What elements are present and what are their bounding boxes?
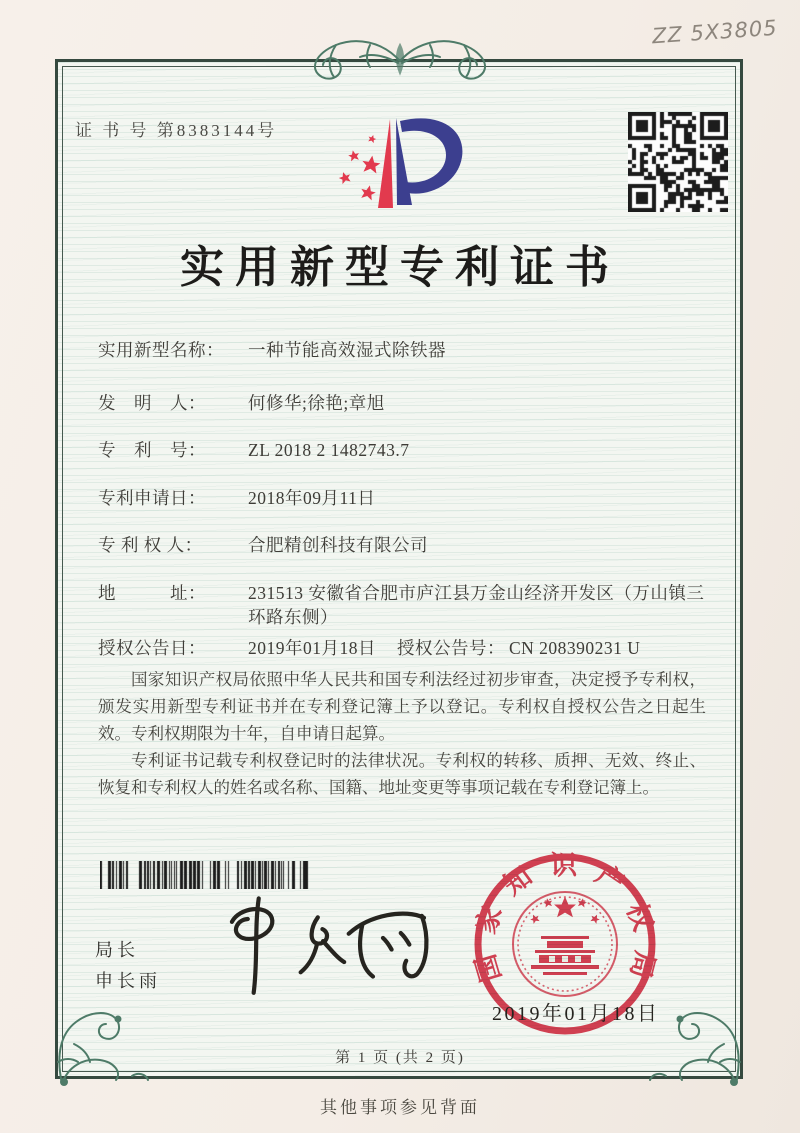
corner-ornament-left: [48, 992, 153, 1087]
field-row-address: [98, 581, 723, 629]
field-label: 专 利 权 人：: [98, 535, 203, 555]
legal-paragraph: 专利证书记载专利权登记时的法律状况。专利权的转移、质押、无效、终止、恢复和专利权人的姓名或名称、国籍、地址变更等事项记载在专利登记簿上。: [98, 751, 706, 797]
field-label: 授权公告号：: [397, 638, 505, 658]
logo-stars: [337, 134, 381, 201]
field-label: 授权公告日：: [98, 638, 206, 658]
seal-date: 2019年01月18日: [492, 1003, 660, 1025]
field-row-filing-date: [98, 486, 723, 510]
field-value: 何修华;徐艳;章旭: [248, 393, 385, 413]
director-signature: [215, 883, 435, 1001]
legal-paragraph: 国家知识产权局依照中华人民共和国专利法经过初步审查，决定授予专利权，颁发实用新型专利证书并在专利登记簿上予以登记。专利权自授权公告之日起生效。专利权期限为十年，自申请日起算。: [98, 670, 706, 743]
field-label: 发 明 人：: [98, 393, 206, 413]
director-title: 局长: [95, 940, 139, 960]
director-name: 申长雨: [95, 971, 161, 991]
field-value: 2019年01月18日: [248, 638, 376, 658]
top-flourish-ornament: [270, 33, 530, 87]
field-row-inventors: [98, 391, 723, 415]
cnipa-logo: [330, 105, 500, 245]
handwritten-code: ZZ 5X3805: [651, 15, 779, 49]
field-label: 实用新型名称：: [98, 340, 224, 360]
field-label: 专 利 号：: [98, 440, 206, 460]
field-value: 合肥精创科技有限公司: [248, 535, 428, 555]
field-label: 地 址：: [98, 583, 206, 603]
legal-text: [98, 666, 706, 801]
field-row-name: [98, 338, 723, 362]
field-row-grant: [98, 636, 723, 660]
seal-text: 国家知识产权局: [470, 850, 661, 986]
page-number: 第 1 页 (共 2 页): [335, 1050, 465, 1066]
corner-ornament-right: [645, 992, 750, 1087]
back-side-note: 其他事项参见背面: [320, 1098, 480, 1117]
field-label: 专利申请日：: [98, 488, 206, 508]
field-value: 一种节能高效湿式除铁器: [248, 340, 446, 360]
qr-code: [628, 112, 728, 212]
field-value: CN 208390231 U: [509, 638, 641, 658]
field-row-patentee: [98, 533, 723, 557]
field-value: 2018年09月11日: [248, 488, 376, 508]
certificate-number: 证 书 号 第8383144号: [75, 121, 278, 140]
document-title: 实用新型专利证书: [180, 243, 620, 292]
field-row-patent-no: [98, 438, 723, 462]
seal-emblem: [529, 897, 601, 976]
field-value: 231513 安徽省合肥市庐江县万金山经济开发区（万山镇三环路东侧）: [248, 583, 705, 627]
logo-p-mark: [378, 118, 462, 208]
field-value: ZL 2018 2 1482743.7: [248, 440, 410, 460]
